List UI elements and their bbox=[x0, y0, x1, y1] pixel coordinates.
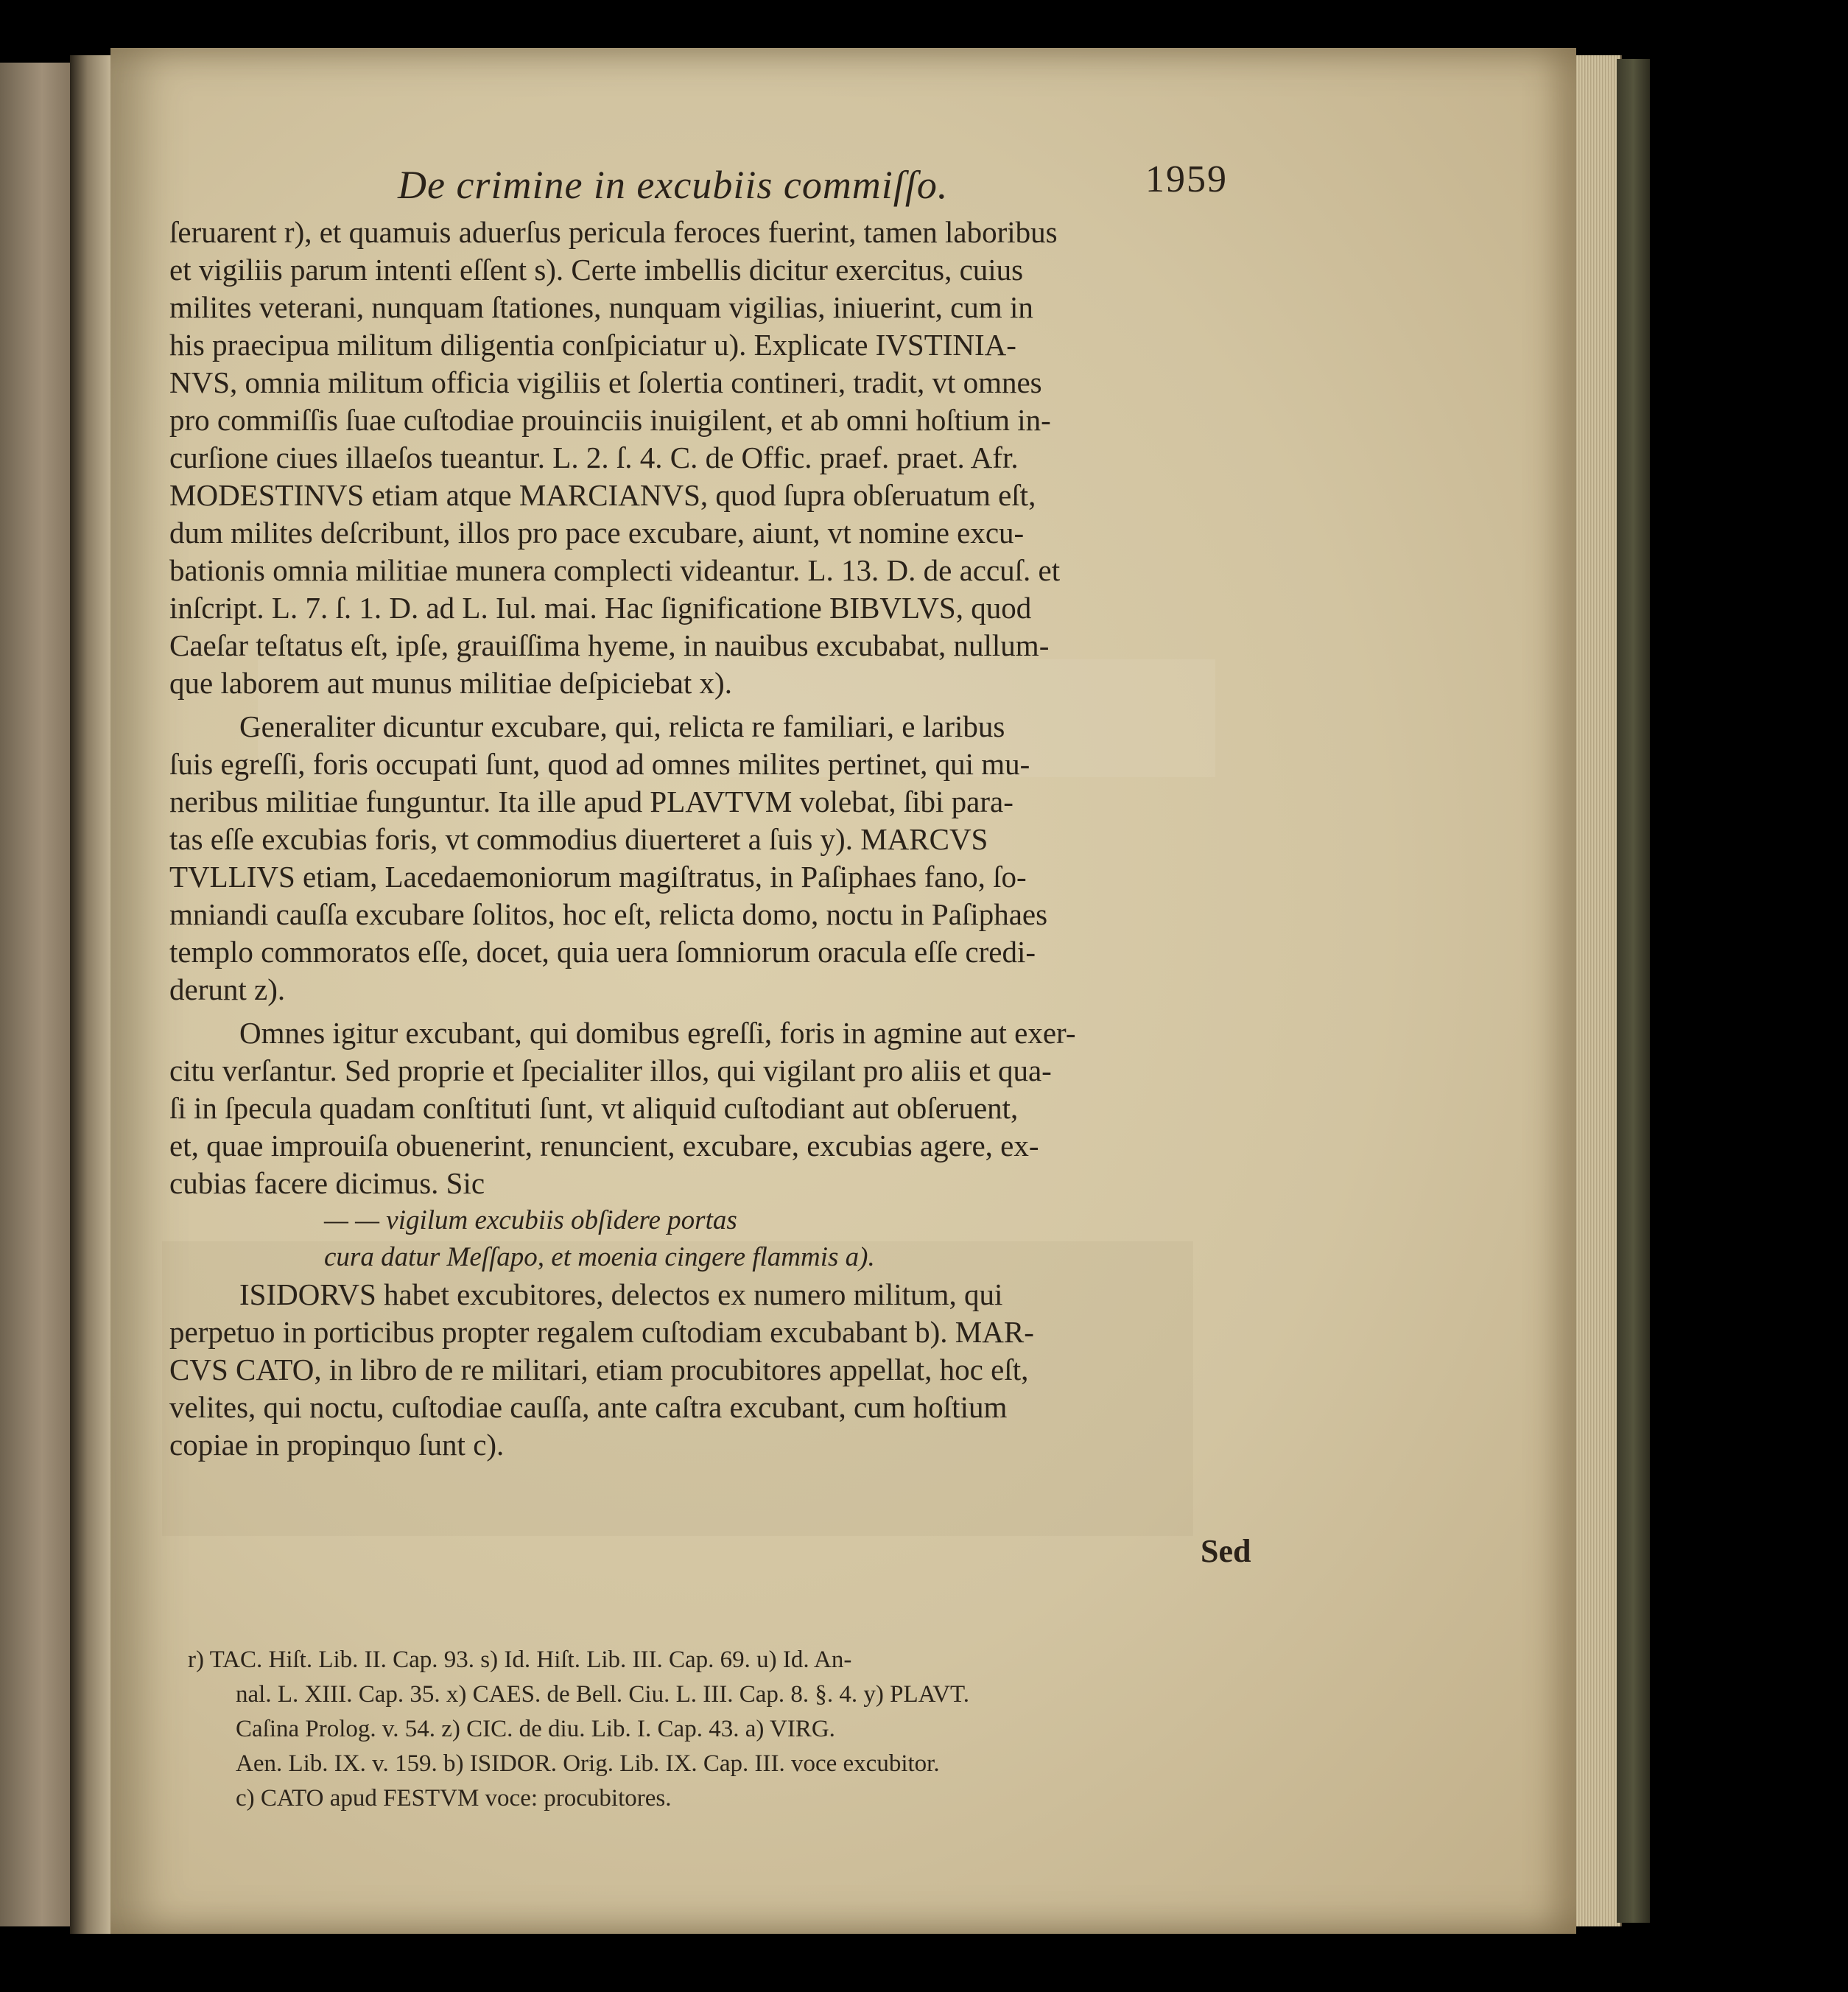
text-line: neribus militiae funguntur. Ita ille apud PLAVTVM volebat, ſibi para- bbox=[169, 785, 1013, 818]
text-line: mniandi cauſſa excubare ſolitos, hoc eſt, relicta domo, noctu in Paſiphaes bbox=[169, 897, 1048, 931]
paragraph-1 bbox=[169, 214, 1245, 702]
text-line: Omnes igitur excubant, qui domibus egreſſi, foris in agmine aut exer- bbox=[239, 1016, 1076, 1050]
running-title: De crimine in excubiis commiſſo. bbox=[398, 163, 949, 207]
verse-line: cura datur Meſſapo, et moenia cingere flammis a). bbox=[324, 1242, 875, 1272]
text-line: velites, qui noctu, cuſtodiae cauſſa, ante caſtra excubant, cum hoſtium bbox=[169, 1390, 1008, 1424]
text-line: his praecipua militum diligentia conſpiciatur u). Explicate IVSTINIA- bbox=[169, 328, 1016, 362]
paragraph-2 bbox=[169, 708, 1245, 1009]
text-line: derunt z). bbox=[169, 972, 286, 1006]
footnote-line: c) CATO apud FESTVM voce: procubitores. bbox=[236, 1785, 672, 1812]
text-line: dum milites deſcribunt, illos pro pace excubare, aiunt, vt nomine excu- bbox=[169, 516, 1025, 550]
text-line: CVS CATO, in libro de re militari, etiam procubitores appellat, hoc eſt, bbox=[169, 1353, 1029, 1386]
text-line: pro commiſſis ſuae cuſtodiae prouinciis inuigilent, et ab omni hoſtium in- bbox=[169, 403, 1051, 437]
text-line: inſcript. L. 7. ſ. 1. D. ad L. Iul. mai. Hac ſignificatione BIBVLVS, quod bbox=[169, 591, 1032, 625]
text-line: MODESTINVS etiam atque MARCIANVS, quod ſupra obſeruatum eſt, bbox=[169, 478, 1036, 512]
text-line: curſione ciues illaeſos tueantur. L. 2. ſ. 4. C. de Offic. praef. praet. Afr. bbox=[169, 441, 1019, 474]
text-line: TVLLIVS etiam, Lacedaemoniorum magiſtratus, in Paſiphaes fano, ſo- bbox=[169, 860, 1027, 894]
book-gutter bbox=[70, 55, 114, 1934]
text-line: ISIDORVS habet excubitores, delectos ex numero militum, qui bbox=[239, 1277, 1003, 1311]
book-cover-edge bbox=[1617, 59, 1650, 1923]
text-line: et, quae improuiſa obuenerint, renuncient, excubare, excubias agere, ex- bbox=[169, 1129, 1039, 1162]
text-line: tas eſſe excubias foris, vt commodius diuerteret a ſuis y). MARCVS bbox=[169, 822, 988, 856]
text-line: milites veterani, nunquam ſtationes, nunquam vigilias, iniuerint, cum in bbox=[169, 290, 1033, 324]
page-number: 1959 bbox=[1145, 158, 1228, 200]
page-fore-edge bbox=[1576, 55, 1622, 1926]
left-page-edge bbox=[0, 63, 72, 1926]
text-line: bationis omnia militiae munera complecti videantur. L. 13. D. de accuſ. et bbox=[169, 553, 1061, 587]
text-line: ſeruarent r), et quamuis aduerſus pericula feroces fuerint, tamen laboribus bbox=[169, 215, 1058, 249]
footnote-line: nal. L. XIII. Cap. 35. x) CAES. de Bell. Ciu. L. III. Cap. 8. §. 4. y) PLAVT. bbox=[236, 1681, 969, 1708]
page-header bbox=[169, 147, 1245, 214]
text-line: et vigiliis parum intenti eſſent s). Certe imbellis dicitur exercitus, cuius bbox=[169, 253, 1024, 287]
text-line: que laborem aut munus militiae deſpiciebat x). bbox=[169, 666, 732, 700]
paragraph-4 bbox=[169, 1276, 1245, 1464]
footnote-line: Aen. Lib. IX. v. 159. b) ISIDOR. Orig. Lib. IX. Cap. III. voce excubitor. bbox=[236, 1750, 940, 1777]
text-line: templo commoratos eſſe, docet, quia uera ſomniorum oracula eſſe credi- bbox=[169, 935, 1036, 969]
text-line: copiae in propinquo ſunt c). bbox=[169, 1428, 505, 1462]
footnote-line: r) TAC. Hiſt. Lib. II. Cap. 93. s) Id. Hiſt. Lib. III. Cap. 69. u) Id. An- bbox=[188, 1646, 852, 1673]
page-content bbox=[169, 147, 1251, 1812]
text-line: NVS, omnia militum officia vigiliis et ſolertia contineri, tradit, vt omnes bbox=[169, 365, 1042, 399]
footnotes bbox=[169, 1643, 1252, 1816]
catchword: Sed bbox=[1201, 1533, 1251, 1569]
text-line: ſi in ſpecula quadam conſtituti ſunt, vt aliquid cuſtodiant aut obſeruent, bbox=[169, 1091, 1019, 1125]
verse-line: — — vigilum excubiis obſidere portas bbox=[324, 1205, 737, 1235]
text-line: Caeſar teſtatus eſt, ipſe, grauiſſima hyeme, in nauibus excubabat, nullum- bbox=[169, 628, 1050, 662]
footnote-line: Caſina Prolog. v. 54. z) CIC. de diu. Lib. I. Cap. 43. a) VIRG. bbox=[236, 1716, 835, 1742]
text-line: ſuis egreſſi, foris occupati ſunt, quod ad omnes milites pertinet, qui mu- bbox=[169, 747, 1030, 781]
text-line: citu verſantur. Sed proprie et ſpecialiter illos, qui vigilant pro aliis et qua- bbox=[169, 1053, 1052, 1087]
text-line: perpetuo in porticibus propter regalem cuſtodiam excubabant b). MAR- bbox=[169, 1315, 1034, 1349]
body-text bbox=[169, 214, 1245, 1464]
text-line: Generaliter dicuntur excubare, qui, relicta re familiari, e laribus bbox=[239, 709, 1005, 743]
verse-quotation bbox=[169, 1202, 1245, 1276]
text-line: cubias facere dicimus. Sic bbox=[169, 1166, 485, 1200]
paragraph-3 bbox=[169, 1014, 1245, 1202]
